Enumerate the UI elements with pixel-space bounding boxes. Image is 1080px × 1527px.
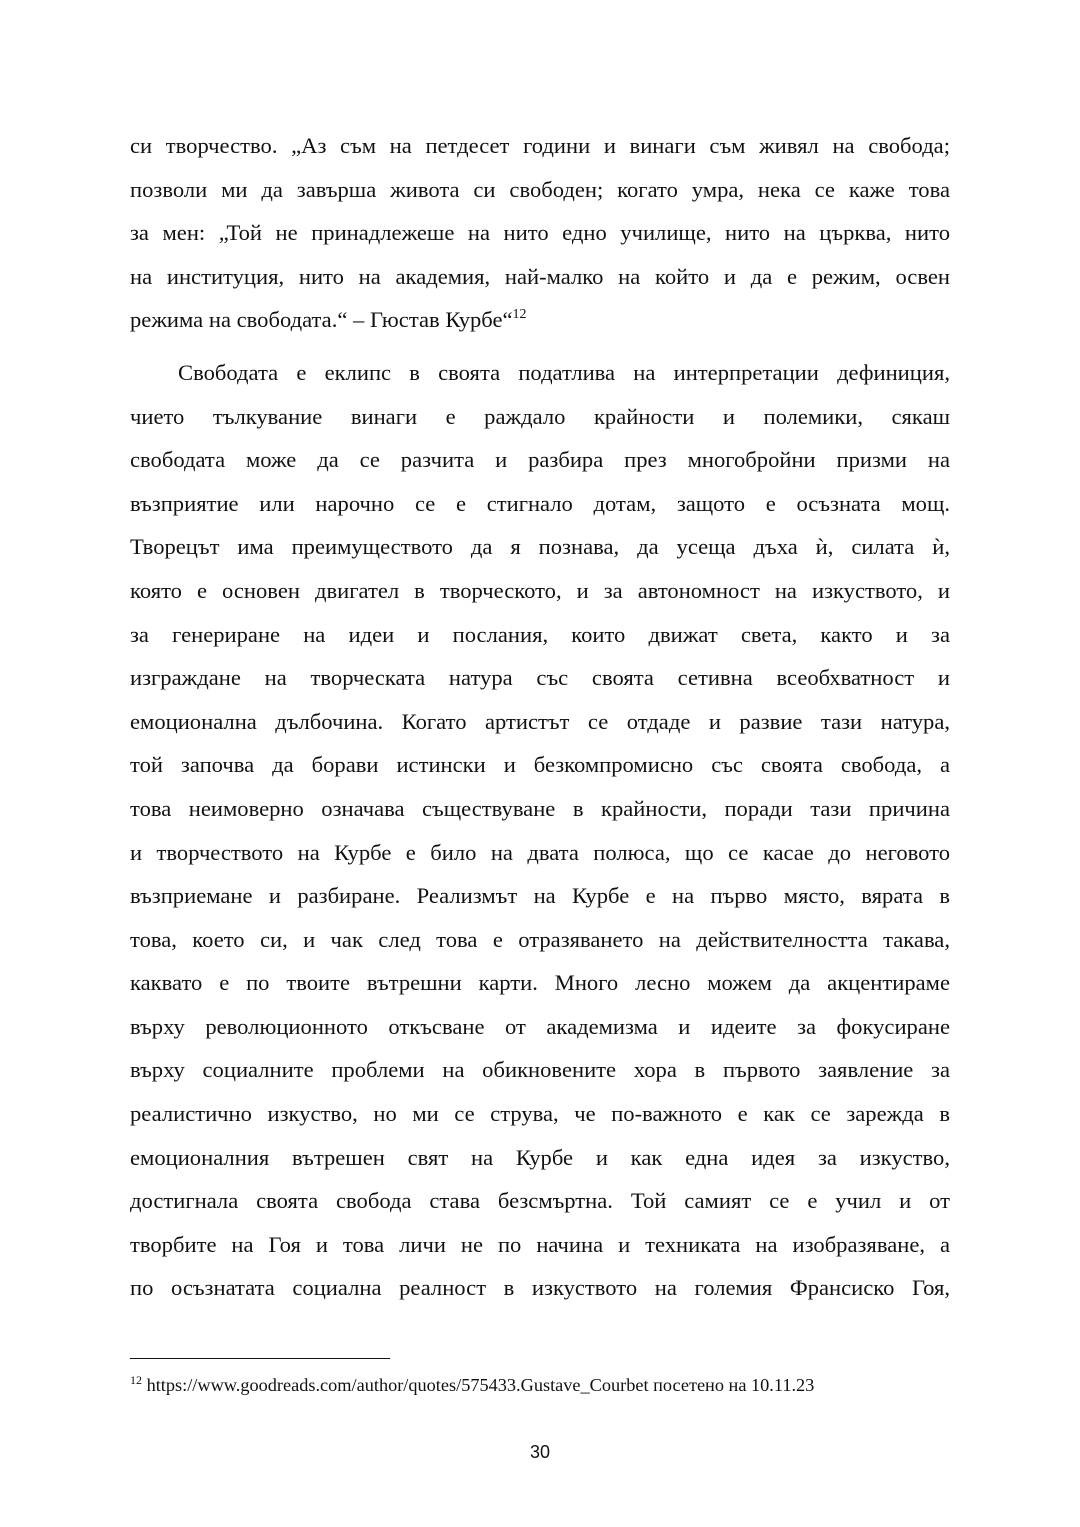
footnote-reference[interactable]: 12 <box>512 307 527 323</box>
text-line: достигнала своята свобода става безсмъртна. Той самият се е учил и от <box>130 1188 950 1214</box>
footnote-separator <box>130 1358 390 1359</box>
text-line: на институция, нито на академия, най-малко на който и да е режим, освен <box>130 263 950 289</box>
page-number: 30 <box>529 1442 551 1462</box>
quote-closing-text: режима на свободата.“ – Гюстав Курбе“ <box>130 307 513 333</box>
text-line: емоционалния вътрешен свят на Курбе и как една идея за изкуство, <box>130 1144 950 1170</box>
text-line: за мен: „Той не принадлежеше на нито едно училище, нито на църква, нито <box>130 220 950 246</box>
text-line: каквато е по твоите вътрешни карти. Много лесно можем да акцентираме <box>130 970 950 996</box>
text-line-indented: Свободата е еклипс в своята податлива на интерпретации дефиниция, <box>178 359 950 385</box>
paragraph-2 <box>130 351 950 1310</box>
text-line: изграждане на творческата натура със своята сетивна всеобхватност и <box>130 665 950 691</box>
text-line: позволи ми да завърша живота си свободен; когато умра, нека се каже това <box>130 176 950 202</box>
paragraph-1 <box>130 124 950 342</box>
text-line: която е основен двигател в творческото, и за автономност на изкуството, и <box>130 577 950 603</box>
text-line-last <box>130 298 950 342</box>
text-line: това неимоверно означава съществуване в крайности, поради тази причина <box>130 795 950 821</box>
text-line: чието тълкувание винаги е раждало крайности и полемики, сякаш <box>130 403 950 429</box>
footnote-number: 12 <box>130 1373 142 1387</box>
text-line: реалистично изкуство, но ми се струва, че по-важното е как се зарежда в <box>130 1101 950 1127</box>
body-text <box>130 124 950 1310</box>
text-line: емоционална дълбочина. Когато артистът се отдаде и развие тази натура, <box>130 708 950 734</box>
text-line: върху социалните проблеми на обикновените хора в първото заявление за <box>130 1057 950 1083</box>
text-line: творбите на Гоя и това личи не по начина и техниката на изобразяване, а <box>130 1231 950 1257</box>
text-line: си творчество. „Аз съм на петдесет години и винаги съм живял на свобода; <box>130 133 950 158</box>
text-line: свободата може да се разчита и разбира през многобройни призми на <box>130 447 950 473</box>
text-line: възприемане и разбиране. Реализмът на Курбе е на първо място, вярата в <box>130 883 950 909</box>
text-line: и творчеството на Курбе е било на двата полюса, що се касае до неговото <box>130 839 950 865</box>
paragraph-spacer <box>130 342 950 351</box>
text-line: по осъзнатата социална реалност в изкуството на големия Франсиско Гоя, <box>130 1275 950 1301</box>
footnote-text: https://www.goodreads.com/author/quotes/575433.Gustave_Courbet посетено на 10.11.23 <box>142 1375 815 1395</box>
text-line: това, което си, и чак след това е отразяването на действителността такава, <box>130 926 950 952</box>
text-line: той започва да борави истински и безкомпромисно със своята свобода, а <box>130 752 950 778</box>
text-line: върху революционното откъсване от академизма и идеите за фокусиране <box>130 1013 950 1039</box>
text-line: за генериране на идеи и послания, които движат света, както и за <box>130 621 950 647</box>
text-line: Творецът има преимуществото да я познава, да усеща дъха ѝ, силата ѝ, <box>130 534 950 560</box>
text-line: възприятие или нарочно се е стигнало дотам, защото е осъзната мощ. <box>130 490 950 516</box>
footnote <box>130 1372 950 1400</box>
